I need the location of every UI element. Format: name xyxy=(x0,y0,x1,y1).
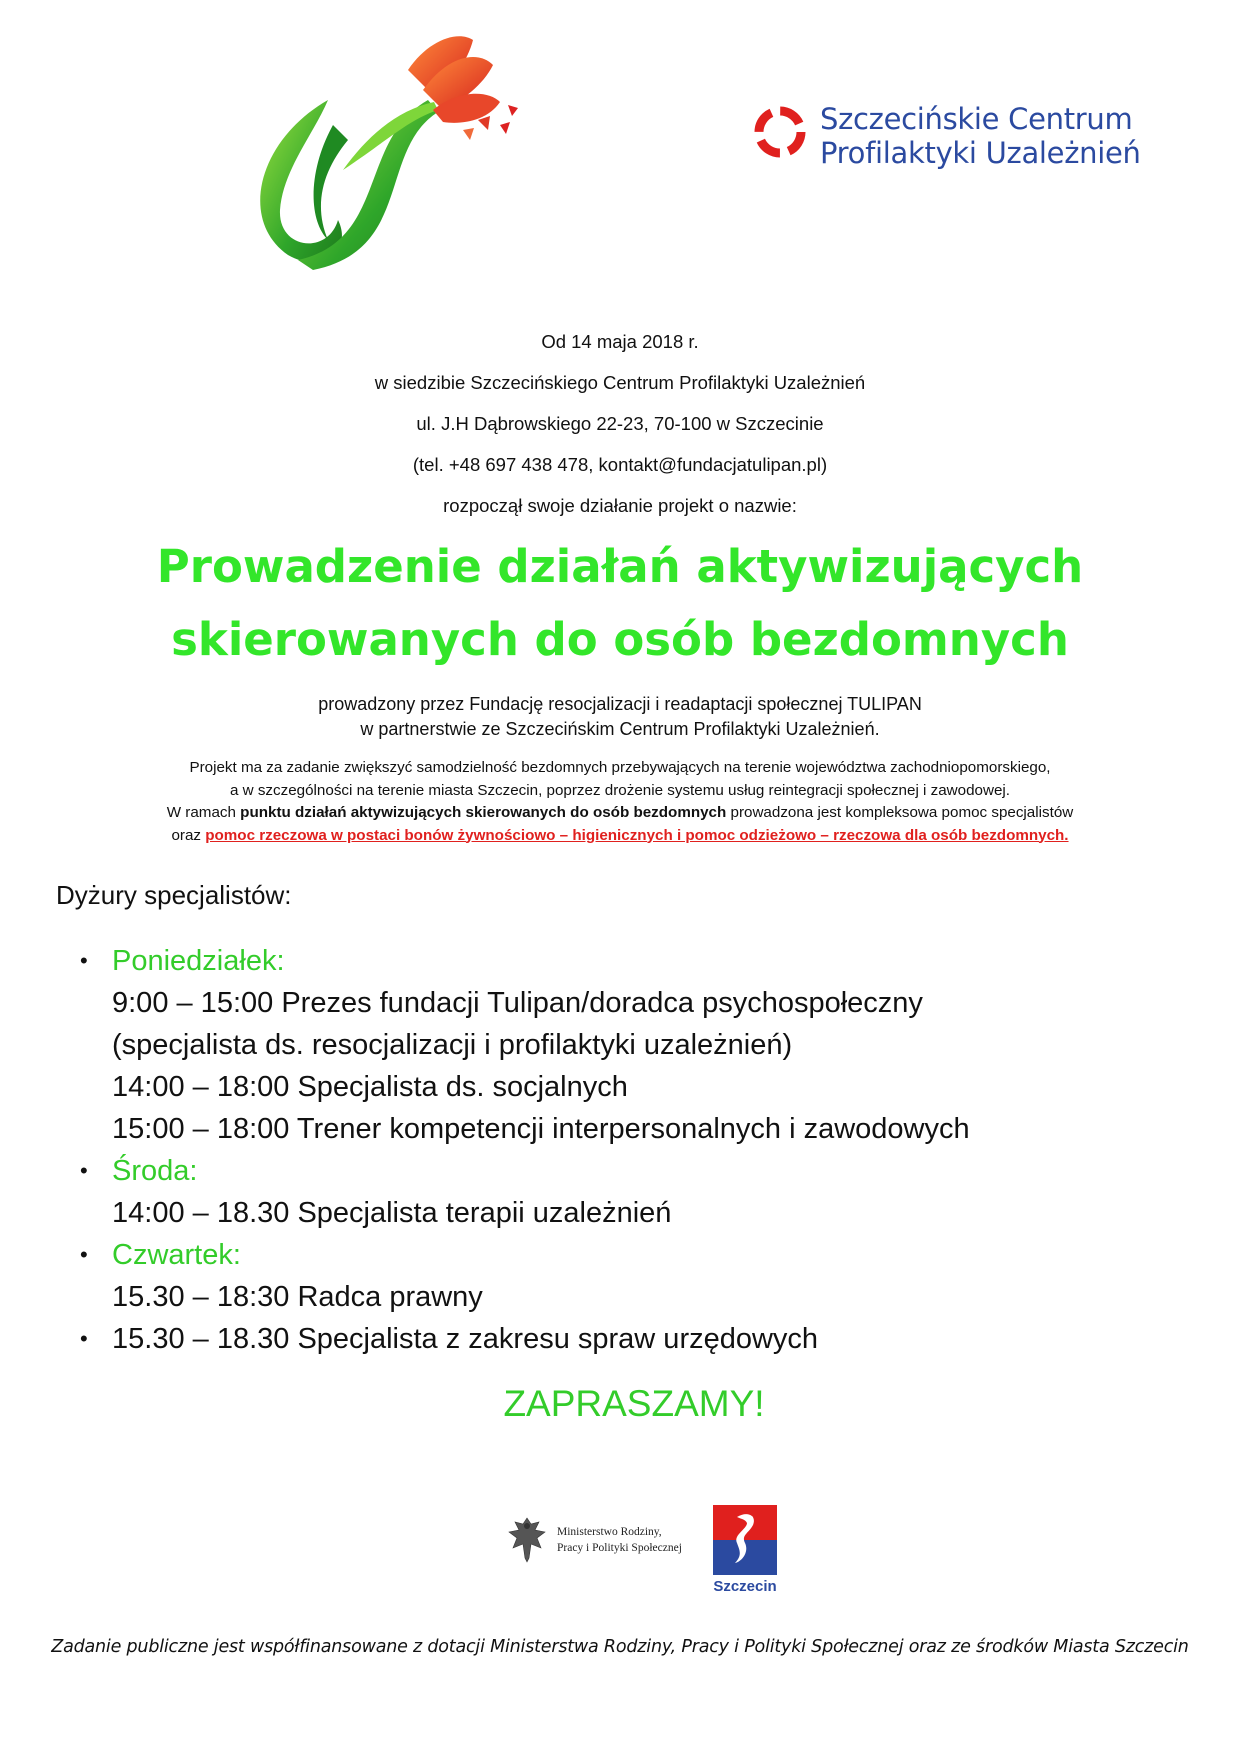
org-logo xyxy=(752,100,1141,174)
partner-text: prowadzony przez Fundację resocjalizacji i readaptacji społecznej TULIPAN w partnerstwie ze Szczecińskim Centrum Profilaktyki Uzależnień. xyxy=(318,694,922,739)
intro-contact: (tel. +48 697 438 478, kontakt@fundacjatulipan.pl) xyxy=(412,454,828,475)
day-monday: • Poniedziałek: xyxy=(80,940,1200,982)
tulip-logo xyxy=(238,30,568,280)
intro-lead: rozpoczął swoje działanie projekt o nazwie: xyxy=(443,495,797,516)
monday-slot-2: 14:00 – 18:00 Specjalista ds. socjalnych xyxy=(112,1071,628,1103)
project-title: Prowadzenie działań aktywizujących skierowanych do osób bezdomnych xyxy=(156,540,1084,666)
monday-slot-1: 9:00 – 15:00 Prezes fundacji Tulipan/doradca psychospołeczny xyxy=(112,987,923,1019)
org-logo-text: Szczecińskie Centrum Profilaktyki Uzależnień xyxy=(820,102,1141,170)
thursday-slot-1: 15.30 – 18:30 Radca prawny xyxy=(112,1281,483,1313)
thursday-slot-2: • 15.30 – 18.30 Specjalista z zakresu spraw urzędowych xyxy=(80,1318,1200,1360)
schedule-heading: Dyżury specjalistów: xyxy=(56,880,292,910)
ministry-logo xyxy=(505,1514,705,1574)
szczecin-label: Szczecin xyxy=(713,1578,777,1595)
intro-place: w siedzibie Szczecińskiego Centrum Profilaktyki Uzależnień xyxy=(374,372,866,393)
funding-footer: Zadanie publiczne jest współfinansowane z dotacji Ministerstwa Rodziny, Pracy i Polityki Społecznej oraz ze środków Miasta Szczecin xyxy=(51,1637,1189,1657)
bullet-icon: • xyxy=(80,1326,88,1351)
invite-text: ZAPRASZAMY! xyxy=(503,1383,765,1424)
intro-address: ul. J.H Dąbrowskiego 22-23, 70-100 w Szczecinie xyxy=(416,413,824,434)
bullet-icon: • xyxy=(80,948,88,973)
bullet-icon: • xyxy=(80,1158,88,1183)
day-wednesday: • Środa: xyxy=(80,1150,1200,1192)
ministry-text: Ministerstwo Rodziny, Pracy i Polityki Społecznej xyxy=(557,1526,682,1554)
monday-slot-1-cont: (specjalista ds. resocjalizacji i profilaktyki uzależnień) xyxy=(112,1029,793,1061)
bullet-icon: • xyxy=(80,1242,88,1267)
wednesday-slot-1: 14:00 – 18.30 Specjalista terapii uzależnień xyxy=(112,1197,672,1229)
monday-slot-3: 15:00 – 18:00 Trener kompetencji interpersonalnych i zawodowych xyxy=(112,1113,970,1145)
szczecin-logo xyxy=(713,1505,777,1595)
schedule-list xyxy=(80,940,1200,1360)
griffin-flag-icon xyxy=(713,1505,777,1575)
lifebuoy-icon xyxy=(752,104,808,160)
day-thursday: • Czwartek: xyxy=(80,1234,1200,1276)
eagle-emblem-icon xyxy=(505,1514,549,1566)
project-description: Projekt ma za zadanie zwiększyć samodzielność bezdomnych przebywających na terenie województwa zachodniopomorskiego, a w szczególności na terenie miasta Szczecin, poprzez drożenie systemu usług reintegracji społecznej i zawodowej. W ramach punktu działań aktywizujących skierowanych do osób bezdomnych prowadzona jest kompleksowa pomoc specjalistów oraz pomoc rzeczowa w postaci bonów żywnościowo – higienicznych i pomoc odzieżowo – rzeczowa dla osób bezdomnych. xyxy=(166,759,1074,844)
intro-date: Od 14 maja 2018 r. xyxy=(541,331,699,352)
